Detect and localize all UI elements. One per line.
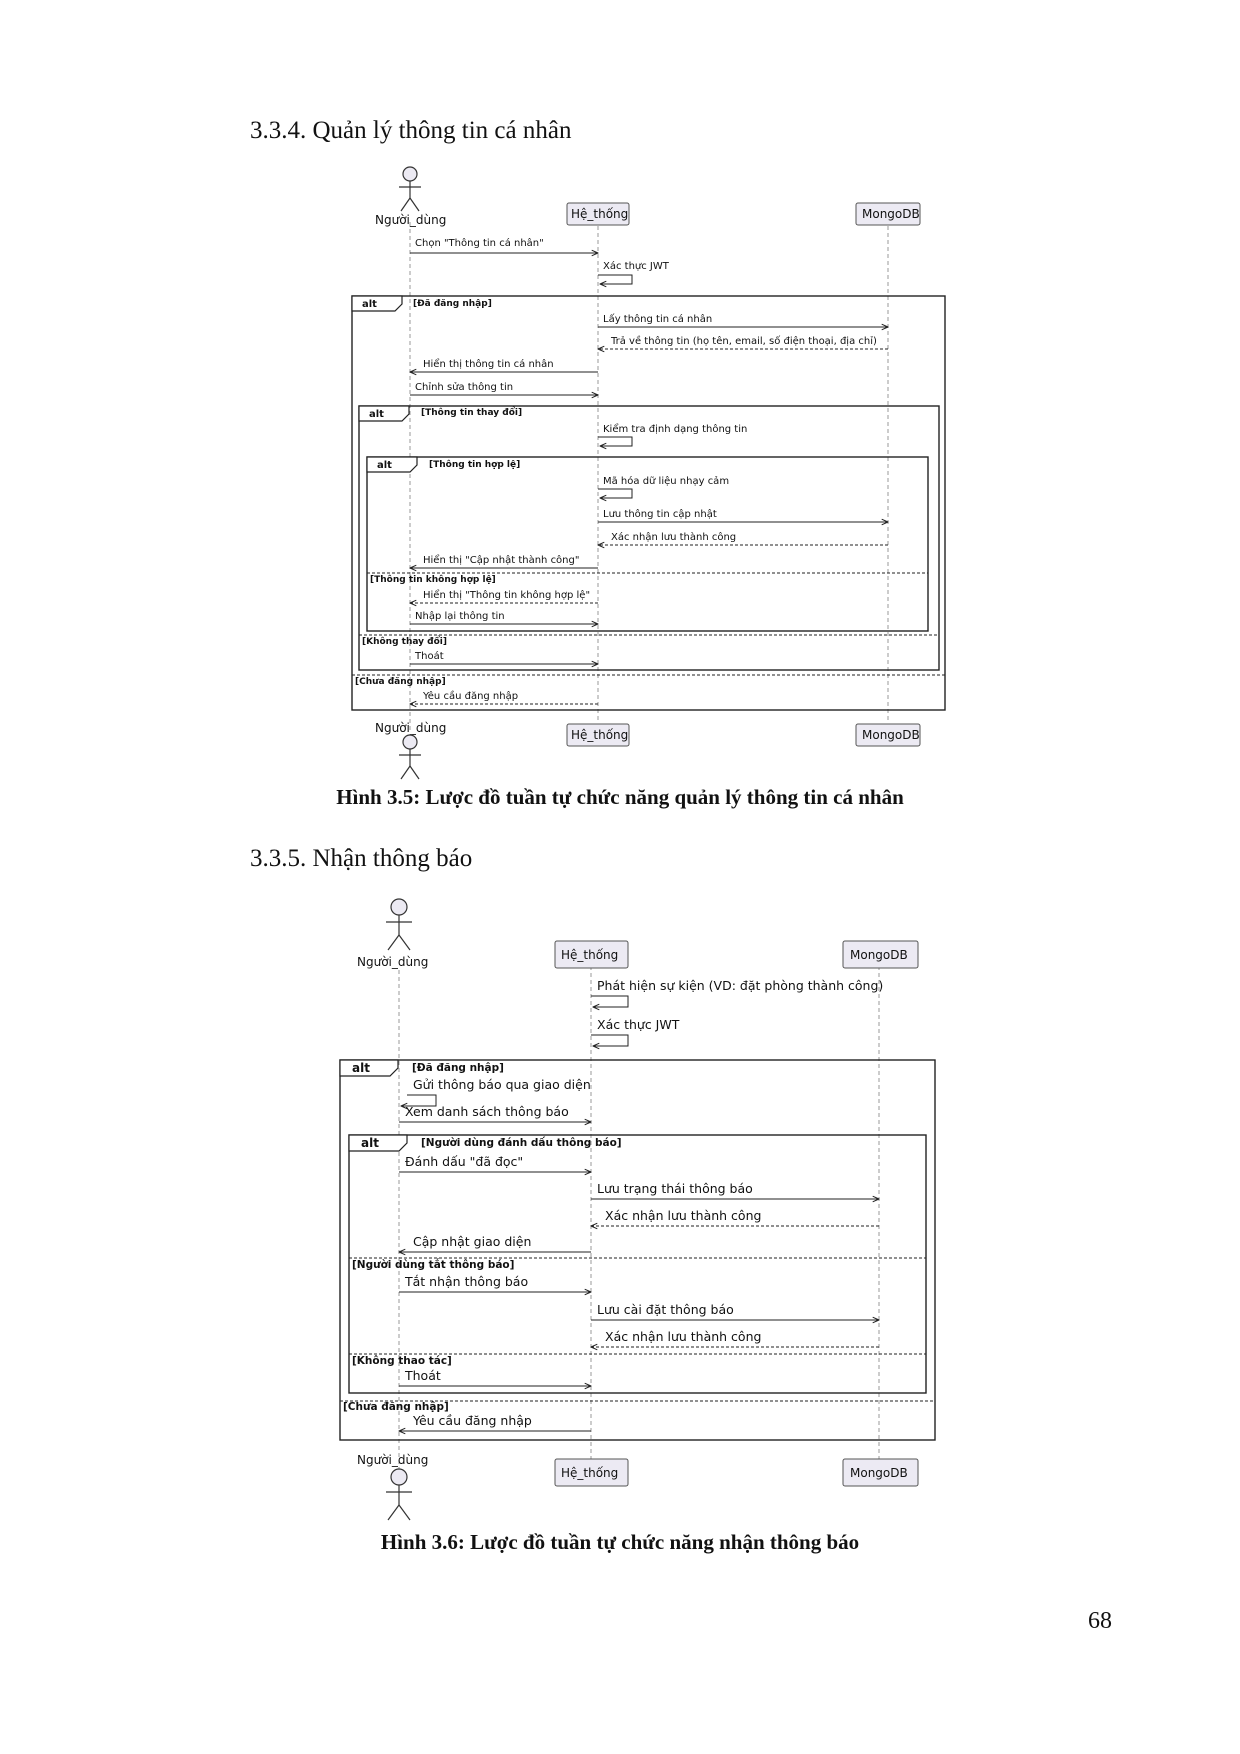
message-label: Xác thực JWT	[603, 261, 669, 272]
alt-label: alt	[377, 460, 392, 471]
diagram-notifications	[340, 899, 935, 1520]
participant-user-label: Người_dùng	[375, 721, 447, 735]
message-self-arrow	[591, 1035, 628, 1046]
figure-caption-3-5: Hình 3.5: Lược đồ tuần tự chức năng quản lý thông tin cá nhân	[336, 785, 904, 809]
message-label: Hiển thị "Thông tin không hợp lệ"	[423, 590, 591, 601]
message-label: Xác nhận lưu thành công	[611, 532, 737, 543]
participant-system-label: Hệ_thống	[561, 948, 619, 962]
message-label: Lưu trạng thái thông báo	[597, 1181, 753, 1196]
guard-logged-in: [Đã đăng nhập]	[412, 1062, 504, 1074]
guard-logged-in: [Đã đăng nhập]	[413, 299, 492, 309]
participant-user-label: Người_dùng	[357, 955, 429, 969]
message-label: Lấy thông tin cá nhân	[603, 314, 713, 325]
message-label: Lưu cài đặt thông báo	[597, 1302, 734, 1317]
alt-label: alt	[361, 1136, 379, 1150]
guard-info-changed: [Thông tin thay đổi]	[421, 408, 523, 418]
participant-system-label: Hệ_thống	[561, 1466, 619, 1480]
alt-label: alt	[362, 299, 377, 310]
actor-user-icon	[399, 735, 421, 779]
message-label: Chọn "Thông tin cá nhân"	[415, 238, 544, 249]
message-label: Trả về thông tin (họ tên, email, số điện thoại, địa chỉ)	[611, 336, 877, 347]
participant-user-label: Người_dùng	[375, 213, 447, 227]
message-self-arrow	[598, 437, 632, 446]
guard-info-invalid: [Thông tin không hợp lệ]	[370, 575, 496, 585]
guard-disable-notification: [Người dùng tắt thông báo]	[352, 1259, 515, 1271]
page-number: 68	[1088, 1608, 1112, 1634]
figure-caption-3-6: Hình 3.6: Lược đồ tuần tự chức năng nhận thông báo	[380, 1530, 860, 1554]
message-label: Tắt nhận thông báo	[405, 1274, 529, 1289]
message-self-arrow	[598, 489, 632, 498]
message-label: Chỉnh sửa thông tin	[415, 382, 514, 393]
message-label: Lưu thông tin cập nhật	[603, 509, 717, 520]
guard-mark-notification: [Người dùng đánh dấu thông báo]	[421, 1137, 622, 1149]
alt-label: alt	[369, 409, 384, 420]
message-label: Xác nhận lưu thành công	[605, 1329, 762, 1344]
message-label: Yêu cầu đăng nhập	[423, 691, 519, 702]
message-label: Xem danh sách thông báo	[405, 1104, 569, 1119]
participant-db-label: MongoDB	[862, 728, 920, 742]
message-label: Yêu cầu đăng nhập	[413, 1413, 532, 1428]
message-label: Mã hóa dữ liệu nhạy cảm	[603, 476, 730, 487]
message-label: Xác thực JWT	[597, 1017, 680, 1032]
message-label: Thoát	[405, 1368, 441, 1383]
guard-not-logged-in: [Chưa đăng nhập]	[355, 677, 446, 687]
guard-no-action: [Không thao tác]	[352, 1355, 452, 1367]
actor-user-icon	[399, 167, 421, 211]
message-label: Nhập lại thông tin	[415, 611, 505, 622]
actor-user-icon	[386, 899, 412, 950]
participant-system-label: Hệ_thống	[571, 728, 629, 742]
message-self-arrow	[598, 275, 632, 284]
participant-user-label: Người_dùng	[357, 1453, 429, 1467]
diagram-personal-info	[352, 167, 945, 779]
guard-info-valid: [Thông tin hợp lệ]	[429, 460, 521, 470]
message-label: Hiển thị "Cập nhật thành công"	[423, 555, 580, 566]
guard-not-logged-in: [Chưa đăng nhập]	[343, 1401, 449, 1413]
participant-db-label: MongoDB	[850, 1466, 908, 1480]
message-label: Đánh dấu "đã đọc"	[405, 1154, 524, 1169]
actor-user-icon	[386, 1469, 412, 1520]
guard-no-change: [Không thay đổi]	[362, 637, 447, 647]
message-label: Hiển thị thông tin cá nhân	[423, 359, 554, 370]
section-heading-3-3-4: 3.3.4. Quản lý thông tin cá nhân	[250, 117, 572, 144]
message-label: Xác nhận lưu thành công	[605, 1208, 762, 1223]
participant-db-label: MongoDB	[862, 207, 920, 221]
message-label: Phát hiện sự kiện (VD: đặt phòng thành công)	[597, 978, 884, 993]
message-self-arrow	[591, 996, 628, 1007]
message-label: Gửi thông báo qua giao diện	[413, 1077, 591, 1092]
participant-system-label: Hệ_thống	[571, 207, 629, 221]
participant-db-label: MongoDB	[850, 948, 908, 962]
section-heading-3-3-5: 3.3.5. Nhận thông báo	[250, 845, 473, 872]
message-label: Cập nhật giao diện	[413, 1234, 532, 1249]
message-label: Kiểm tra định dạng thông tin	[603, 424, 748, 435]
message-label: Thoát	[415, 651, 444, 662]
alt-label: alt	[352, 1061, 370, 1075]
